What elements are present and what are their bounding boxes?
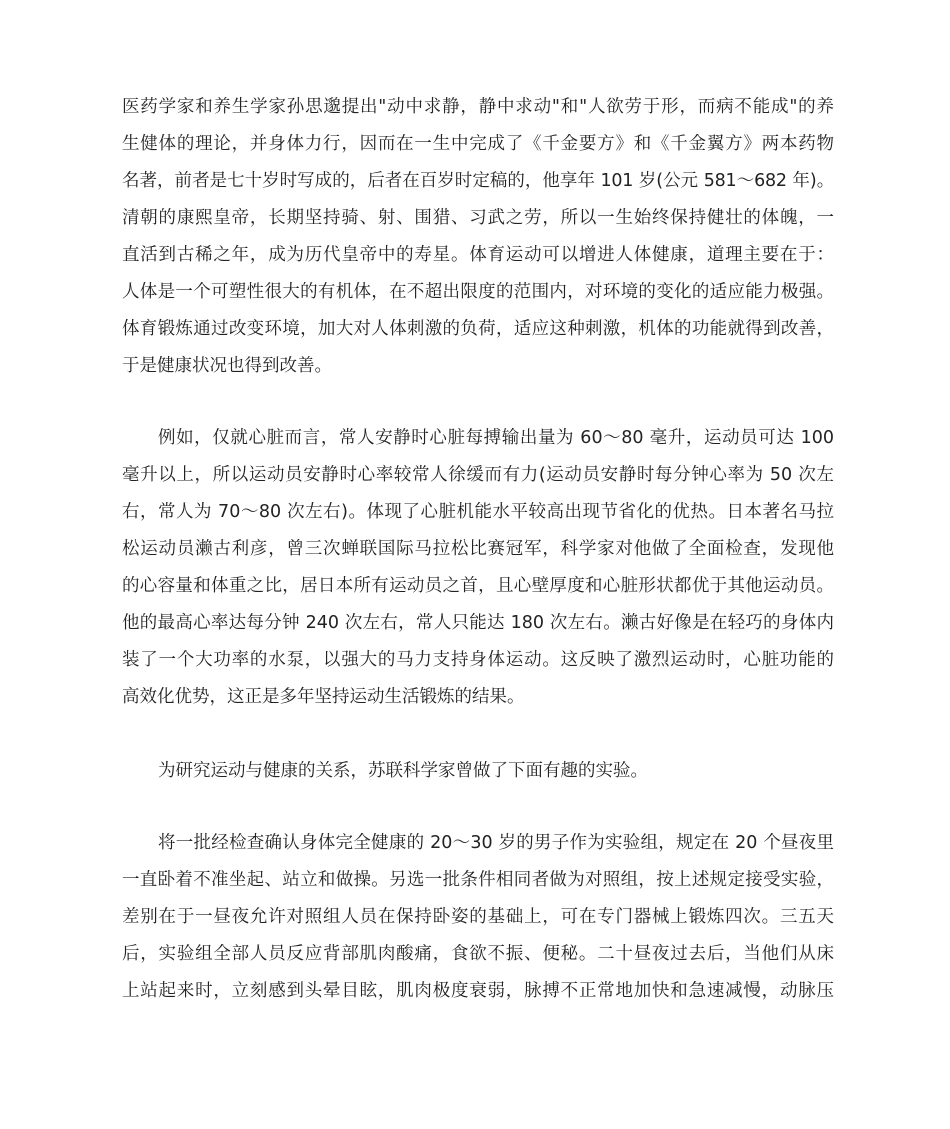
text-line: 例如，仅就心脏而言，常人安静时心脏每搏输出量为 60～80 毫升，运动员可达 100 bbox=[158, 428, 834, 448]
text-line: 右，常人为 70～80 次左右)。体现了心脏机能水平较高出现节省化的优热。日本著名马拉 bbox=[122, 502, 834, 522]
text-line: 生健体的理论，并身体力行，因而在一生中完成了《千金要方》和《千金翼方》两本药物 bbox=[122, 134, 834, 154]
text-line: 于是健康状况也得到改善。 bbox=[122, 356, 332, 376]
text-line: 将一批经检查确认身体完全健康的 20～30 岁的男子作为实验组，规定在 20 个昼夜里 bbox=[158, 833, 834, 853]
text-line: 上站起来时，立刻感到头晕目眩，肌肉极度衰弱，脉搏不正常地加快和急速减慢，动脉压 bbox=[122, 981, 834, 1001]
text-line: 的心容量和体重之比，居日本所有运动员之首，且心壁厚度和心脏形状都优于其他运动员。 bbox=[122, 576, 834, 596]
text-line: 松运动员濑古利彦，曾三次蝉联国际马拉松比赛冠军，科学家对他做了全面检查，发现他 bbox=[122, 539, 834, 559]
text-line: 清朝的康熙皇帝，长期坚持骑、射、围猎、习武之劳，所以一生始终保持健壮的体魄，一 bbox=[122, 208, 834, 228]
text-line: 高效化优势，这正是多年坚持运动生活锻炼的结果。 bbox=[122, 687, 525, 707]
text-line: 差别在于一昼夜允许对照组人员在保持卧姿的基础上，可在专门器械上锻炼四次。三五天 bbox=[122, 907, 834, 927]
text-line: 直活到古稀之年，成为历代皇帝中的寿星。体育运动可以增进人体健康，道理主要在于： bbox=[122, 245, 834, 265]
text-line: 后，实验组全部人员反应背部肌肉酸痛，食欲不振、便秘。二十昼夜过去后，当他们从床 bbox=[122, 944, 834, 964]
text-line: 他的最高心率达每分钟 240 次左右，常人只能达 180 次左右。濑古好像是在轻巧的身体内 bbox=[122, 613, 834, 633]
text-line: 体育锻炼通过改变环境，加大对人体刺激的负荷，适应这种刺激，机体的功能就得到改善， bbox=[122, 319, 834, 339]
text-line: 毫升以上，所以运动员安静时心率较常人徐缓而有力(运动员安静时每分钟心率为 50 次左 bbox=[122, 465, 834, 485]
text-line: 一直卧着不准坐起、站立和做操。另选一批条件相同者做为对照组，按上述规定接受实验， bbox=[122, 870, 834, 890]
text-line: 为研究运动与健康的关系，苏联科学家曾做了下面有趣的实验。 bbox=[158, 761, 648, 781]
text-line: 名著，前者是七十岁时写成的，后者在百岁时定稿的，他享年 101 岁(公元 581～682 年)。 bbox=[122, 171, 834, 191]
text-line: 医药学家和养生学家孙思邈提出"动中求静，静中求动"和"人欲劳于形，而病不能成"的养 bbox=[122, 97, 834, 117]
text-line: 人体是一个可塑性很大的有机体，在不超出限度的范围内，对环境的变化的适应能力极强。 bbox=[122, 282, 834, 302]
text-line: 装了一个大功率的水泵，以强大的马力支持身体运动。这反映了激烈运动时，心脏功能的 bbox=[122, 650, 834, 670]
